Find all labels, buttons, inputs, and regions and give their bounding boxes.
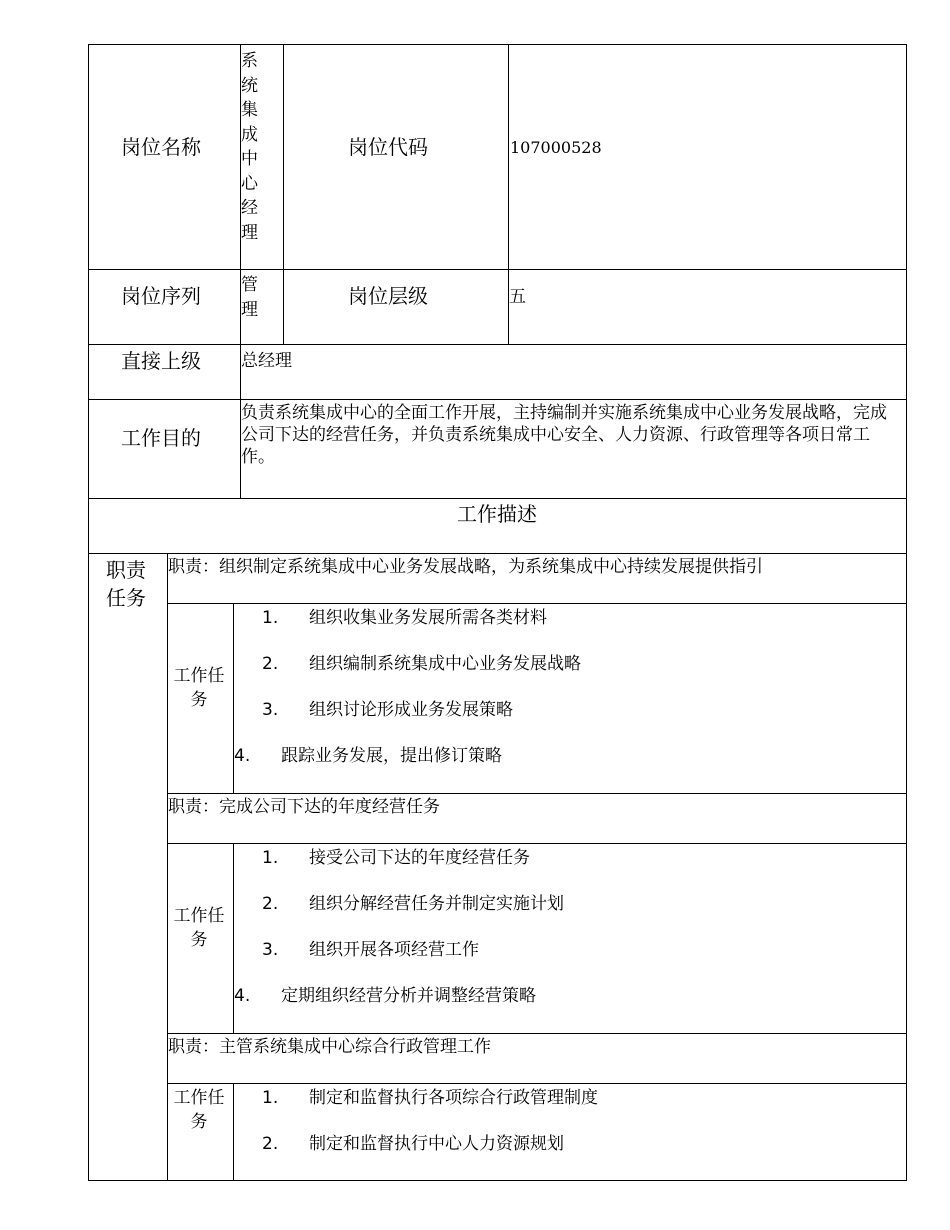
task-text: 组织讨论形成业务发展策略 — [309, 700, 513, 720]
position-level-value: 五 — [509, 287, 526, 307]
task-label-cell — [167, 1083, 234, 1181]
supervisor-value-cell — [240, 344, 907, 400]
supervisor-label-cell — [88, 344, 241, 400]
purpose-label: 工作目的 — [121, 426, 201, 450]
duty-title: 职责：完成公司下达的年度经营任务 — [168, 797, 440, 817]
task-text: 组织收集业务发展所需各类材料 — [309, 608, 547, 628]
task-number: 1. — [262, 848, 279, 868]
position-name-label-cell — [88, 44, 241, 270]
task-text: 制定和监督执行中心人力资源规划 — [309, 1134, 564, 1154]
task-text: 定期组织经营分析并调整经营策略 — [281, 986, 536, 1006]
purpose-label-cell — [88, 399, 241, 499]
position-series-label-cell — [88, 269, 241, 345]
position-level-value-cell — [508, 269, 907, 345]
task-label-cell — [167, 843, 234, 1034]
task-number: 1. — [262, 1088, 279, 1108]
position-name-label: 岗位名称 — [121, 135, 201, 159]
task-list-cell — [233, 1083, 907, 1181]
task-number: 2. — [262, 894, 279, 914]
task-list-cell — [233, 843, 907, 1034]
position-series-value: 管理 — [241, 275, 258, 320]
duties-label-cell — [88, 553, 168, 1181]
task-text: 跟踪业务发展，提出修订策略 — [281, 746, 502, 766]
task-text: 制定和监督执行各项综合行政管理制度 — [309, 1088, 598, 1108]
position-name-value: 系统集成中心经理 — [241, 51, 258, 243]
task-label: 工作任务 — [173, 666, 225, 710]
duty-title: 职责：主管系统集成中心综合行政管理工作 — [168, 1037, 491, 1057]
duty-title-cell — [167, 553, 907, 604]
position-series-label: 岗位序列 — [121, 284, 201, 308]
position-code-label-cell — [283, 44, 509, 270]
task-text: 组织开展各项经营工作 — [309, 940, 479, 960]
task-number: 2. — [262, 1134, 279, 1154]
position-level-label: 岗位层级 — [348, 284, 428, 308]
task-text: 接受公司下达的年度经营任务 — [309, 848, 530, 868]
task-list-cell — [233, 603, 907, 794]
duty-title-cell — [167, 1033, 907, 1084]
supervisor-label: 直接上级 — [121, 349, 201, 373]
supervisor-value: 总经理 — [241, 351, 292, 371]
duty-title: 职责：组织制定系统集成中心业务发展战略，为系统集成中心持续发展提供指引 — [168, 557, 763, 577]
task-label: 工作任务 — [173, 1088, 225, 1132]
purpose-value-cell — [240, 399, 907, 499]
position-name-value-cell — [240, 44, 284, 270]
task-number: 4. — [234, 746, 251, 766]
position-level-label-cell — [283, 269, 509, 345]
task-number: 1. — [262, 608, 279, 628]
task-number: 3. — [262, 940, 279, 960]
task-label: 工作任务 — [173, 906, 225, 950]
task-text: 组织分解经营任务并制定实施计划 — [309, 894, 564, 914]
description-title: 工作描述 — [457, 502, 537, 526]
position-series-value-cell — [240, 269, 284, 345]
purpose-value: 负责系统集成中心的全面工作开展，主持编制并实施系统集成中心业务发展战略，完成公司下达的经营任务，并负责系统集成中心安全、人力资源、行政管理等各项日常工作。 — [241, 403, 887, 467]
task-number: 3. — [262, 700, 279, 720]
position-code-value: 107000528 — [510, 138, 602, 157]
position-code-value-cell — [508, 44, 907, 270]
task-label-cell — [167, 603, 234, 794]
task-text: 组织编制系统集成中心业务发展战略 — [309, 654, 581, 674]
duty-title-cell — [167, 793, 907, 844]
task-number: 4. — [234, 986, 251, 1006]
description-title-cell — [88, 498, 907, 554]
duties-label: 职责任务 — [106, 558, 146, 610]
position-code-label: 岗位代码 — [348, 135, 428, 159]
task-number: 2. — [262, 654, 279, 674]
